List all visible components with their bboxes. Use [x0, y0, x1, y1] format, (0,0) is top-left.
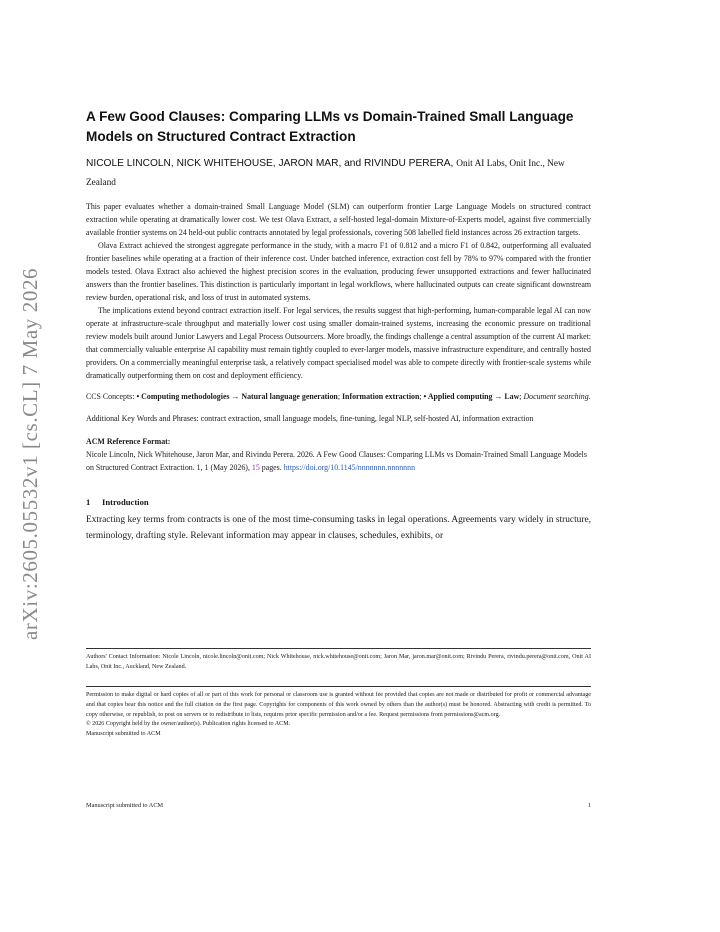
pages-word: pages.	[261, 462, 282, 472]
permission-text: Permission to make digital or hard copies of all or part of this work for personal or classroom use is granted without fee provided that copies are not made or distributed for profit or commercial advantage and that copies bear this notice and the full citation on the first page. Copyrights for components of this work owned by others than the author(s) must be honored. Abstracting with credit is permitted. To copy otherwise, or republish, to post on servers or to redistribute to lists, requires prior specific permission and/or a fee. Request permissions from permissions@acm.org.	[86, 692, 591, 718]
section-number: 1	[86, 497, 91, 507]
section-title: Introduction	[102, 497, 149, 507]
author-affiliation: Onit AI Labs, Onit Inc., New Zealand	[86, 159, 565, 188]
abstract-paragraph: This paper evaluates whether a domain-trained Small Language Model (SLM) can outperform frontier Large Language Models on structured contract extraction while operating at dramatically lower cost. We test Olava Extract, a self-hosted legal-domain Mixture-of-Experts model, against five commercially available frontier systems on 24 held-out public contracts annotated by legal professionals, covering 508 labelled field instances across 26 extraction targets.	[86, 202, 591, 237]
ccs-term: Natural language generation	[241, 392, 338, 401]
ccs-term: Law	[504, 392, 520, 401]
ccs-label: CCS Concepts:	[86, 392, 135, 401]
paper-title: A Few Good Clauses: Comparing LLMs vs Domain-Trained Small Language Models on Structured Contract Extraction	[86, 109, 574, 144]
author-contact-footnote	[86, 648, 591, 673]
footnote-divider	[86, 686, 591, 687]
section-text: Extracting key terms from contracts is one of the most time-consuming tasks in legal operations. Agreements vary widely in structure, terminology, drafting style. Relevant information may appear in clauses, schedules, exhibits, or	[86, 515, 591, 541]
footer-left-text: Manuscript submitted to ACM	[86, 802, 164, 809]
page-number: 1	[587, 802, 591, 809]
manuscript-note: Manuscript submitted to ACM	[86, 731, 161, 738]
section-heading	[86, 496, 591, 508]
ccs-term: Information extraction	[341, 392, 420, 401]
permission-footnote	[86, 686, 591, 740]
abstract-paragraph: Olava Extract achieved the strongest aggregate performance in the study, with a macro F1 of 0.812 and a micro F1 of 0.842, outperforming all evaluated frontier baselines while operating at a fraction of their inference cost. Under batched inference, extraction cost fell by 78% to 97% compared with the frontier models tested. Olava Extract also achieved the highest precision scores in the evaluation, producing fewer unsupported extractions and fewer hallucinated answers than the frontier baselines. This distinction is particularly important in legal workflows, where hallucinated outputs can create significant downstream review burden, operational risk, and loss of trust in automated systems.	[86, 241, 591, 302]
author-list	[86, 155, 591, 192]
page-count-link[interactable]: 15	[251, 462, 260, 472]
ccs-term: Document searching.	[523, 392, 591, 401]
abstract	[86, 200, 591, 382]
copyright-text: © 2026 Copyright held by the owner/author(s). Publication rights licensed to ACM.	[86, 721, 291, 728]
ccs-term: • Applied computing	[423, 392, 493, 401]
abstract-paragraph: The implications extend beyond contract extraction itself. For legal services, the results suggest that high-performing, human-comparable legal AI can now operate at infrastructure-scale throughput and materially lower cost using smaller domain-trained systems, increasing the economic pressure on traditional review models built around Junior Lawyers and Legal Process Outsourcers. More broadly, the findings challenge a central assumption of the current AI market: that commercially valuable enterprise AI capability must remain tightly coupled to ever-larger models, massive infrastructure expenditure, and centrally hosted providers. On a commercially meaningful enterprise task, a relatively compact specialised model was able to compete directly with frontier-scale systems while dramatically outperforming them on cost and deployment efficiency.	[86, 306, 591, 380]
page-footer	[86, 801, 591, 811]
arxiv-identifier: arXiv:2605.05532v1 [cs.CL] 7 May 2026	[18, 267, 42, 640]
doi-link[interactable]: https://doi.org/10.1145/nnnnnnn.nnnnnnn	[283, 462, 416, 472]
ccs-term: • Computing methodologies	[136, 392, 230, 401]
acm-reference	[86, 449, 591, 474]
keywords-text: contract extraction, small language models, fine-tuning, legal NLP, self-hosted AI, information extraction	[200, 413, 534, 423]
footnote-divider	[86, 648, 591, 649]
author-contact-text: Authors' Contact Information: Nicole Lincoln, nicole.lincoln@onit.com; Nick Whitehouse, nick.whitehouse@onit.com; Jaron Mar, jaron.mar@onit.com; Rivindu Perera, rivindu.perera@onit.com, Onit AI Labs, Onit Inc., Auckland, New Zealand.	[86, 654, 591, 670]
ccs-arrow: →	[231, 392, 240, 401]
paper-body	[86, 107, 591, 544]
keywords	[86, 413, 591, 426]
author-names: NICOLE LINCOLN, NICK WHITEHOUSE, JARON MAR, and RIVINDU PERERA,	[86, 158, 454, 169]
keywords-label: Additional Key Words and Phrases:	[86, 413, 199, 423]
acm-reference-text: Nicole Lincoln, Nick Whitehouse, Jaron Mar, and Rivindu Perera. 2026. A Few Good Clauses: Comparing LLMs vs Domain-Trained Small Language Models on Structured Contract Extraction. 1, 1 (May 2026),	[86, 450, 587, 472]
ccs-concepts: CCS Concepts: • Computing methodologies → Natural language generation; Information extraction; • Applied computing → Law; Document searching.	[86, 392, 591, 401]
acm-reference-heading: ACM Reference Format:	[86, 437, 171, 446]
ccs-arrow: →	[494, 392, 503, 401]
